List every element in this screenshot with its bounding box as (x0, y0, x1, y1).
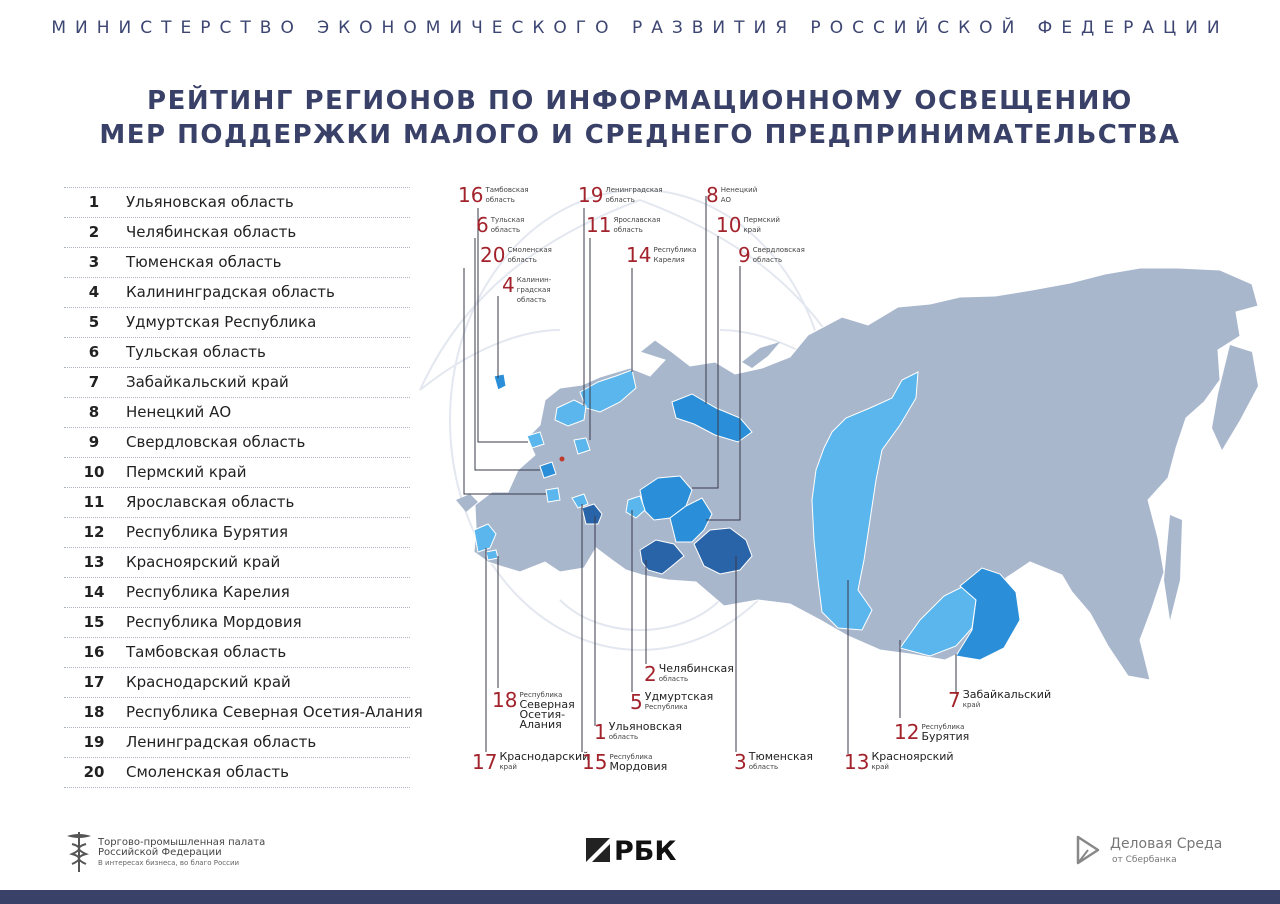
rank-number: 1 (88, 193, 100, 211)
rank-region: Тамбовская область (126, 643, 287, 661)
callout-tambov (458, 185, 529, 205)
rank-region: Республика Карелия (126, 583, 290, 601)
callout-text: Свердловская (752, 246, 805, 254)
callout-text: Алания (519, 718, 562, 731)
callout-number: 11 (586, 213, 612, 237)
callout-number: 20 (480, 243, 506, 267)
callout-text: Красноярский (871, 750, 954, 763)
rank-number: 18 (83, 703, 105, 721)
rank-number: 5 (88, 313, 100, 331)
callout-leningrad (578, 185, 663, 205)
callout-text: область (605, 196, 635, 204)
caduceus-icon (64, 830, 94, 874)
callout-text: Ярославская (613, 216, 661, 224)
rank-number: 9 (88, 433, 100, 451)
callout-text: область (490, 226, 521, 234)
title-line-1: РЕЙТИНГ РЕГИОНОВ ПО ИНФОРМАЦИОННОМУ ОСВЕЩЕНИЮ (147, 86, 1133, 116)
rbc-logo-icon (586, 838, 610, 862)
callout-mordovia (582, 752, 667, 772)
callout-chelyabinsk (644, 664, 734, 684)
callout-number: 5 (630, 690, 643, 714)
tpp-logo-block (64, 830, 266, 878)
callout-tula (476, 215, 524, 235)
delovaya-sreda-text (1110, 836, 1222, 868)
callout-sverdlovsk (738, 245, 805, 265)
callout-text: Бурятия (921, 730, 970, 743)
rank-region: Ульяновская область (126, 193, 294, 211)
callout-north-ossetia (492, 690, 575, 730)
tpp-line-1: Торгово-промышленная палата (98, 837, 266, 848)
rank-region: Красноярский край (126, 553, 281, 571)
region-tambov (546, 488, 560, 502)
callout-text: край (962, 701, 981, 709)
rank-number: 17 (83, 673, 105, 691)
rank-number: 19 (83, 733, 105, 751)
callout-text: область (658, 675, 689, 683)
rank-number: 6 (88, 343, 100, 361)
callout-buryatia (894, 722, 969, 742)
callout-karelia (626, 245, 696, 265)
tpp-slogan: В интересах бизнеса, во благо России (98, 859, 240, 867)
rank-number: 10 (83, 463, 105, 481)
callout-text: Ненецкий (720, 186, 758, 194)
callout-number: 9 (738, 243, 751, 267)
ds-name: Деловая Среда (1110, 836, 1223, 852)
callout-text: Краснодарский (499, 750, 590, 763)
callout-text: область (507, 256, 537, 264)
rank-region: Калининградская область (126, 283, 335, 301)
callout-text: Тульская (490, 216, 525, 224)
callout-number: 2 (644, 662, 657, 686)
callout-text: Республика (653, 246, 697, 254)
callout-nenets (706, 185, 757, 205)
callout-number: 14 (626, 243, 652, 267)
callout-text: область (613, 226, 643, 234)
callout-kaliningrad (502, 275, 551, 305)
callout-text: Смоленская (507, 246, 552, 254)
callout-text: область (752, 256, 783, 264)
rank-number: 4 (88, 283, 100, 301)
callout-zabaykalsky (948, 690, 1051, 710)
moscow-marker (560, 457, 565, 462)
callout-number: 19 (578, 183, 604, 207)
play-logo-icon (1074, 834, 1102, 866)
callout-number: 17 (472, 750, 498, 774)
callout-number: 13 (844, 750, 870, 774)
rank-region: Тюменская область (126, 253, 282, 271)
callout-text: Калинин- (516, 276, 552, 284)
region-kaliningrad (494, 374, 506, 390)
region-north-ossetia (486, 550, 498, 560)
callout-text: край (743, 226, 761, 234)
rank-region: Ненецкий АО (126, 403, 232, 421)
callout-number: 18 (492, 688, 518, 712)
rank-number: 20 (83, 763, 105, 781)
rank-region: Республика Мордовия (126, 613, 302, 631)
rank-number: 14 (83, 583, 105, 601)
callout-number: 12 (894, 720, 920, 744)
rank-number: 11 (83, 493, 105, 511)
rank-region: Забайкальский край (126, 373, 289, 391)
rank-region: Республика Северная Осетия-Алания (126, 703, 423, 721)
rank-number: 13 (83, 553, 105, 571)
callout-text: край (499, 763, 517, 771)
callout-text: Карелия (653, 256, 685, 264)
rank-region: Челябинская область (126, 223, 297, 241)
title-line-2: МЕР ПОДДЕРЖКИ МАЛОГО И СРЕДНЕГО ПРЕДПРИНИМАТЕЛЬСТВА (99, 120, 1181, 150)
callout-text: Республика (644, 703, 688, 711)
ministry-header: МИНИСТЕРСТВО ЭКОНОМИЧЕСКОГО РАЗВИТИЯ РОССИЙСКОЙ ФЕДЕРАЦИИ (51, 18, 1229, 38)
rank-number: 16 (83, 643, 105, 661)
rank-region: Пермский край (126, 463, 247, 481)
callout-number: 8 (706, 183, 719, 207)
tpp-text (98, 838, 265, 868)
callout-number: 1 (594, 720, 607, 744)
callout-text: Республика (519, 691, 563, 699)
rank-number: 3 (88, 253, 100, 271)
callout-text: область (748, 763, 779, 771)
callout-number: 4 (502, 273, 515, 297)
rank-number: 8 (88, 403, 100, 421)
callout-number: 10 (716, 213, 742, 237)
rank-region: Ярославская область (126, 493, 295, 511)
callout-text: Северная (519, 698, 575, 711)
callout-number: 7 (948, 688, 961, 712)
callout-text: область (516, 296, 547, 304)
callout-text: Забайкальский (962, 688, 1052, 701)
callout-smolensk (480, 245, 552, 265)
callout-text: Республика (921, 723, 965, 731)
rank-number: 12 (83, 523, 105, 541)
callout-text: градская (516, 286, 551, 294)
rank-region: Свердловская область (126, 433, 306, 451)
callout-perm (716, 215, 780, 235)
callout-number: 3 (734, 750, 747, 774)
callout-tyumen (734, 752, 813, 772)
delovaya-sreda-logo (1074, 834, 1223, 870)
callout-text: область (608, 733, 639, 741)
callout-text: Ульяновская (608, 720, 683, 733)
tpp-line-2: Российской Федерации (98, 847, 222, 858)
ds-sub: от Сбербанка (1112, 855, 1177, 865)
callout-text: область (485, 196, 515, 204)
bottom-bar (0, 890, 1280, 904)
rank-region: Краснодарский край (126, 673, 291, 691)
rank-region: Удмуртская Республика (126, 313, 317, 331)
rbc-wordmark: РБК (614, 836, 677, 867)
callout-text: край (871, 763, 889, 771)
callout-text: Удмуртская (644, 690, 714, 703)
callout-text: Тюменская (748, 750, 814, 763)
callout-text: Тамбовская (485, 186, 529, 194)
rank-number: 7 (88, 373, 100, 391)
callout-udmurtia (630, 692, 713, 712)
callout-ulyanovsk (594, 722, 682, 742)
callout-krasnodar (472, 752, 589, 772)
rank-region: Смоленская область (126, 763, 289, 781)
rank-number: 2 (88, 223, 100, 241)
sakhalin (1164, 515, 1182, 620)
rbc-logo (586, 836, 677, 867)
callout-text: Пермский (743, 216, 780, 224)
callout-text: АО (720, 196, 732, 204)
rank-region: Республика Бурятия (126, 523, 289, 541)
rank-region: Тульская область (126, 343, 266, 361)
callout-text: Осетия- (519, 708, 566, 721)
callout-text: Ленинградская (605, 186, 663, 194)
callout-number: 15 (582, 750, 608, 774)
callout-number: 6 (476, 213, 489, 237)
rank-region: Ленинградская область (126, 733, 317, 751)
callout-text: Республика (609, 753, 653, 761)
callout-number: 16 (458, 183, 484, 207)
callout-text: Мордовия (609, 760, 668, 773)
callout-text: Челябинская (658, 662, 734, 675)
callout-krasnoyarsk (844, 752, 954, 772)
callout-yaroslavl (586, 215, 660, 235)
rank-number: 15 (83, 613, 105, 631)
